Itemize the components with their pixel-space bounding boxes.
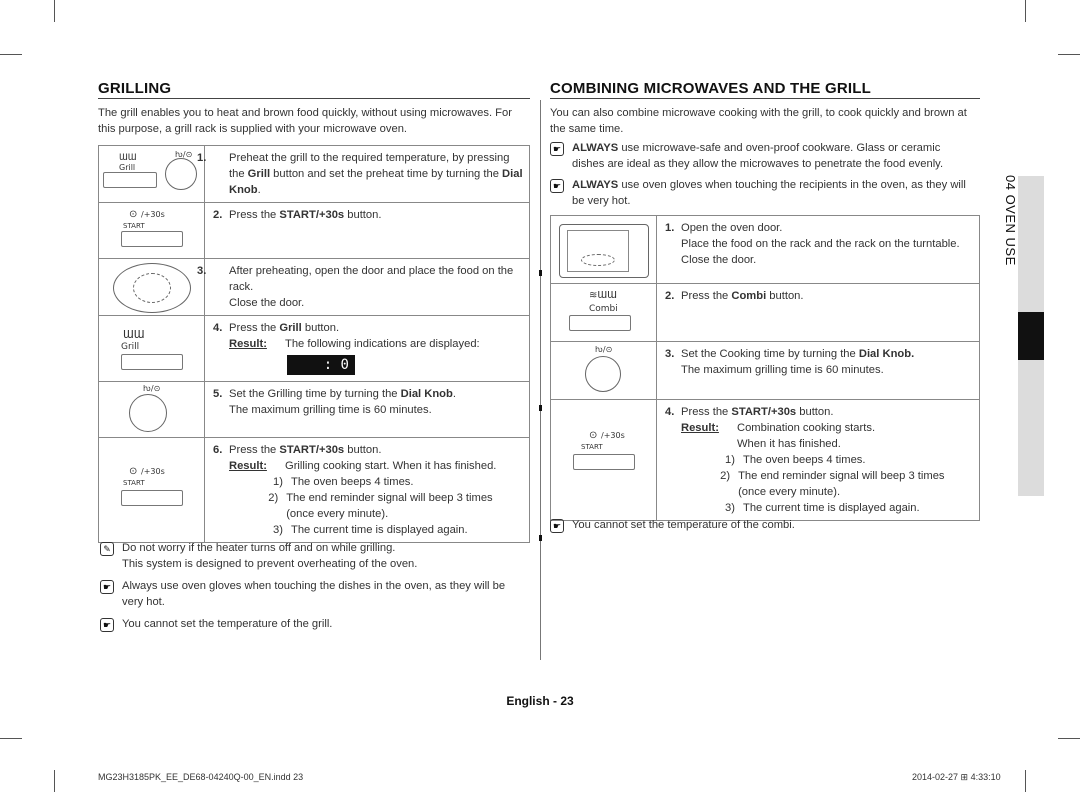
sub-item: 1) The oven beeps 4 times. — [273, 476, 414, 488]
start-icon: ⊙ — [589, 430, 598, 441]
step-row — [551, 284, 980, 342]
sub-item: 2) The end reminder signal will beep 3 times (once every minute). — [720, 470, 945, 498]
chapter-label: 04 OVEN USE — [1003, 175, 1018, 266]
step-text: 4. Press the START/+30s button. Result: Combination cooking starts. When it has finished. 1) The oven beeps 4 times. 2) The end reminder signal will beep 3 times (once every minute). 3) The current time is displayed again. — [657, 400, 980, 521]
grill-icon: ƜƜ — [123, 328, 145, 341]
step-illustration — [99, 438, 205, 543]
section-title-combining: COMBINING MICROWAVES AND THE GRILL — [550, 80, 871, 97]
start-label: START — [123, 479, 145, 487]
crop-mark — [54, 770, 55, 792]
combi-icon: ≋ƜƜ — [589, 290, 617, 301]
grill-button-illustration — [121, 354, 183, 370]
crop-mark — [1058, 738, 1080, 739]
caution-hand-icon: ☛ — [550, 142, 564, 156]
note-heater: ✎ Do not worry if the heater turns off and on while grilling. This system is designed to prevent overheating of the oven. — [100, 540, 520, 572]
start-icon: ⊙ — [129, 209, 138, 220]
step-text: 5. Set the Grilling time by turning the Dial Knob. The maximum grilling time is 60 minutes. — [205, 382, 530, 438]
step-row — [99, 382, 530, 438]
step-row — [99, 316, 530, 382]
step-text: 4. Press the Grill button. Result: The following indications are displayed: : 0 — [205, 316, 530, 382]
grill-label: Grill — [119, 163, 136, 172]
title-rule — [550, 98, 980, 99]
step-illustration — [99, 146, 205, 203]
step-row — [551, 216, 980, 284]
dial-knob-illustration — [585, 356, 621, 392]
combi-button-illustration — [569, 315, 631, 331]
page-number: English - 23 — [506, 694, 574, 708]
crop-mark — [0, 54, 22, 55]
note-gloves: ☛ Always use oven gloves when touching the dishes in the oven, as they will be very hot. — [100, 578, 520, 610]
note-grill-temp: ☛ You cannot set the temperature of the grill. — [100, 616, 520, 632]
title-rule — [98, 98, 530, 99]
dial-knob-illustration — [129, 394, 167, 432]
step-row — [551, 400, 980, 521]
crop-mark — [54, 0, 55, 22]
step-row — [99, 259, 530, 316]
combi-label: Combi — [589, 304, 618, 314]
plus30-label: /+30s — [141, 467, 165, 476]
grill-display: : 0 — [287, 355, 355, 375]
grill-button-illustration — [103, 172, 157, 188]
step-text: 6. Press the START/+30s button. Result: Grilling cooking start. When it has finished. 1) The oven beeps 4 times. 2) The end reminder signal will beep 3 times (once every minute). 3) The current time is displayed again. — [205, 438, 530, 543]
step-text: 3. Set the Cooking time by turning the Dial Knob. The maximum grilling time is 60 minutes. — [657, 342, 980, 400]
section-title-grilling: GRILLING — [98, 80, 172, 97]
sub-item: 3) The current time is displayed again. — [273, 524, 468, 536]
note-gloves: ☛ ALWAYS use oven gloves when touching the recipients in the oven, as they will be very hot. — [550, 177, 975, 209]
step-text: 2. Press the START/+30s button. — [205, 203, 530, 259]
step-text: 1. Open the oven door. Place the food on the rack and the rack on the turntable. Close the door. — [657, 216, 980, 284]
step-row — [99, 203, 530, 259]
start-button-illustration — [573, 454, 635, 470]
start-label: START — [581, 443, 603, 451]
sub-item: 1) The oven beeps 4 times. — [725, 454, 866, 466]
power-icon: ƕ/⊙ — [143, 384, 161, 393]
step-text: 3. After preheating, open the door and place the food on the rack. Close the door. — [205, 259, 530, 316]
step-row — [551, 342, 980, 400]
caution-hand-icon: ☛ — [550, 519, 564, 533]
sub-item: 2) The end reminder signal will beep 3 times (once every minute). — [268, 492, 493, 520]
print-footer-file: MG23H3185PK_EE_DE68-04240Q-00_EN.indd 23 — [98, 772, 304, 782]
step-illustration — [99, 382, 205, 438]
crop-mark — [0, 738, 22, 739]
grill-icon: ƜƜ — [119, 153, 137, 163]
note-cookware: ☛ ALWAYS use microwave-safe and oven-proof cookware. Glass or ceramic dishes are ideal as they allow the microwaves to penetrate the food evenly. — [550, 140, 975, 172]
step-illustration — [551, 400, 657, 521]
crop-mark — [1025, 770, 1026, 792]
crop-mark — [1025, 0, 1026, 22]
step-illustration — [99, 203, 205, 259]
rack-illustration — [133, 273, 171, 303]
registration-mark — [539, 270, 542, 276]
step-text: 2. Press the Combi button. — [657, 284, 980, 342]
plus30-label: /+30s — [601, 431, 625, 440]
crop-mark — [1058, 54, 1080, 55]
note-pencil-icon: ✎ — [100, 542, 114, 556]
step-illustration — [551, 216, 657, 284]
column-divider — [540, 100, 541, 660]
plus30-label: /+30s — [141, 210, 165, 219]
start-button-illustration — [121, 490, 183, 506]
step-row — [99, 146, 530, 203]
start-icon: ⊙ — [129, 466, 138, 477]
registration-mark — [539, 405, 542, 411]
step-text: 1. Preheat the grill to the required temperature, by pressing the Grill button and set the preheat time by turning the Dial Knob. — [205, 146, 530, 203]
turntable-illustration — [581, 254, 615, 266]
chapter-tab-marker — [1018, 312, 1044, 360]
step-illustration — [99, 259, 205, 316]
step-illustration — [99, 316, 205, 382]
combining-intro: You can also combine microwave cooking with the grill, to cook quickly and brown at the same time. — [550, 107, 967, 135]
step-illustration — [551, 284, 657, 342]
grilling-steps-table — [98, 145, 530, 543]
registration-mark — [539, 535, 542, 541]
caution-hand-icon: ☛ — [550, 179, 564, 193]
step-row — [99, 438, 530, 543]
caution-hand-icon: ☛ — [100, 618, 114, 632]
start-label: START — [123, 222, 145, 230]
start-button-illustration — [121, 231, 183, 247]
grilling-intro: The grill enables you to heat and brown food quickly, without using microwaves. For this purpose, a grill rack is supplied with your microwave oven. — [98, 107, 512, 135]
dial-knob-illustration — [165, 158, 197, 190]
note-combi-temp: ☛ You cannot set the temperature of the combi. — [550, 517, 975, 533]
combining-steps-table — [550, 215, 980, 521]
caution-hand-icon: ☛ — [100, 580, 114, 594]
power-icon: ƕ/⊙ — [595, 345, 613, 354]
print-footer-timestamp: 2014-02-27 ⊞ 4:33:10 — [912, 772, 1001, 782]
step-illustration — [551, 342, 657, 400]
power-icon: ƕ/⊙ — [175, 150, 193, 159]
grill-label: Grill — [121, 342, 140, 352]
sub-item: 3) The current time is displayed again. — [725, 502, 920, 514]
